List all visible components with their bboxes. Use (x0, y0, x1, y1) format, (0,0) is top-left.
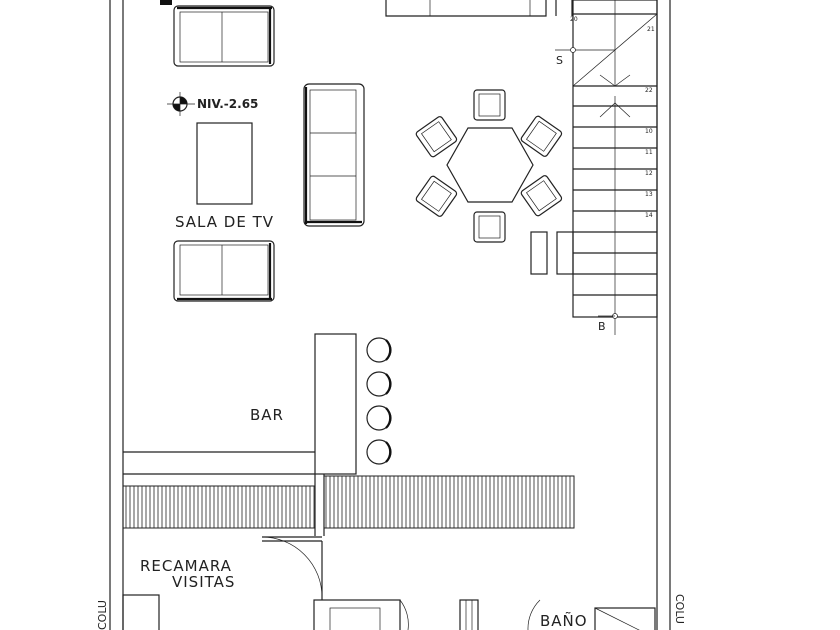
dining-set (415, 90, 563, 242)
dining-chair (474, 90, 505, 120)
column-label-right: COLU (673, 594, 686, 624)
sideboard (557, 232, 573, 274)
door-swing (528, 600, 540, 630)
step-number: 21 (647, 26, 655, 33)
step-number: 10 (645, 128, 653, 135)
step-number: 11 (645, 149, 653, 156)
door-swing (400, 600, 408, 630)
visitas-label: VISITAS (172, 573, 236, 591)
dining-chair (520, 115, 563, 157)
bar-stool (367, 440, 391, 464)
bano-label: BAÑO (540, 612, 588, 630)
step-number: 20 (570, 16, 578, 23)
bathroom-fixture (595, 608, 655, 630)
bar-stools (367, 338, 391, 464)
hexagonal-table (447, 128, 533, 202)
dining-chair (415, 175, 458, 217)
level-text: NIV.-2.65 (197, 97, 259, 111)
hatched-wall (123, 474, 574, 536)
bar-stool (367, 372, 391, 396)
sala-de-tv-label: SALA DE TV (175, 213, 275, 231)
sofa-top (174, 6, 274, 66)
partition-post (460, 600, 478, 630)
bar-stool (367, 406, 391, 430)
stair-marker-b: B (598, 320, 606, 333)
nightstand (123, 595, 159, 630)
dining-chair (474, 212, 505, 242)
sideboard (531, 232, 547, 274)
dining-chair (415, 116, 458, 158)
top-counters (386, 0, 572, 16)
coffee-table (197, 123, 252, 204)
dining-chair (520, 175, 563, 217)
bar-stool (367, 338, 391, 362)
step-number: 22 (645, 87, 653, 94)
step-number: 14 (645, 212, 653, 219)
bar-label: BAR (250, 406, 284, 424)
column-label-left: COLU (96, 600, 109, 630)
bedroom-door (262, 537, 322, 600)
bar-counter (123, 334, 356, 474)
three-seat-sofa (304, 84, 364, 226)
step-number: 12 (645, 170, 653, 177)
column-mark (160, 0, 172, 5)
closet-unit (314, 600, 400, 630)
staircase (555, 0, 657, 335)
exterior-walls (110, 0, 670, 630)
stair-marker-s: S (556, 54, 563, 67)
recamara-label: RECAMARA (140, 557, 232, 575)
sofa-bottom (174, 241, 274, 301)
step-number: 13 (645, 191, 653, 198)
level-marker (167, 92, 258, 116)
